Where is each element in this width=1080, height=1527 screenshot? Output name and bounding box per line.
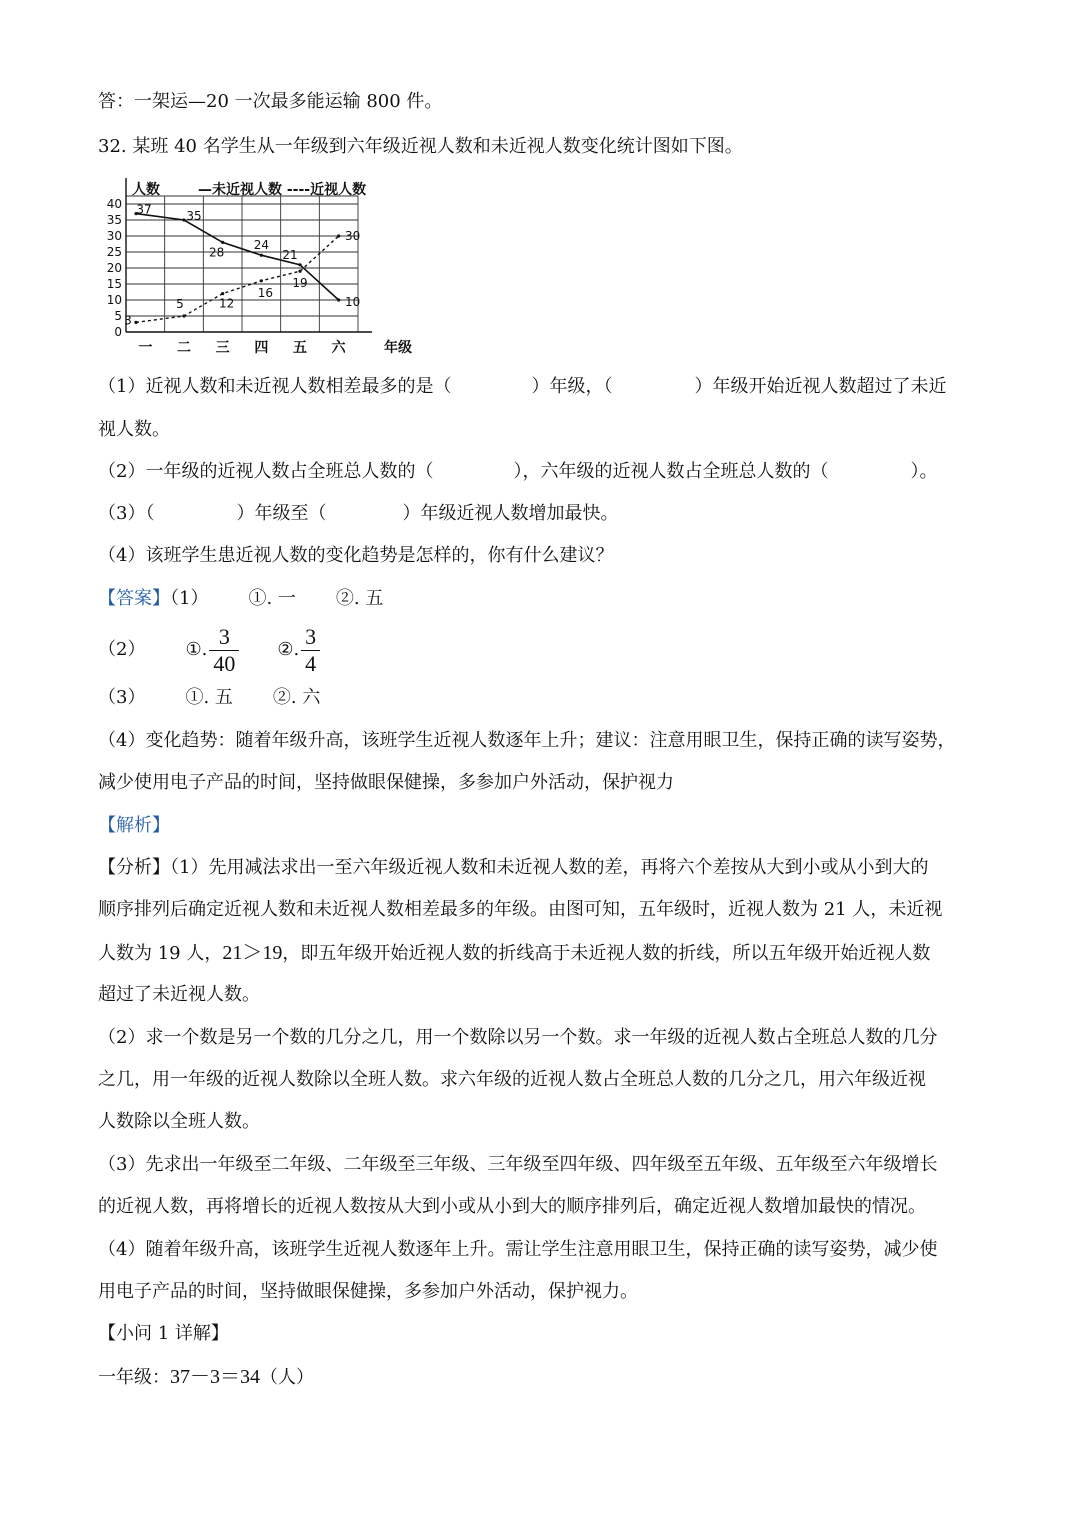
data-label-myopic: 12 <box>219 296 235 311</box>
fraction-3-40: $\frac{3}{40}$ <box>209 624 239 677</box>
point-myopic <box>221 292 224 295</box>
answer-4-line1: （4）变化趋势：随着年级升高，该班学生近视人数逐年上升；建议：注意用眼卫生，保持正确的读写姿势， <box>98 730 956 751</box>
y-tick-label: 20 <box>106 261 122 275</box>
analysis-p1-line1: 【分析】（1）先用减法求出一至六年级近视人数和未近视人数的差，再将六个差按从大到小或从小到大的 <box>98 857 929 878</box>
y-tick-label: 35 <box>106 213 122 227</box>
analysis-p2-line1: （2）求一个数是另一个数的几分之几，用一个数除以另一个数。求一年级的近视人数占全班总人数的几分 <box>98 1027 938 1048</box>
data-label-unmyopic: 10 <box>345 295 361 309</box>
answer-2: （2） ①. $\frac{3}{40}$ ②. $\frac{3}{4}$ <box>98 622 322 678</box>
y-tick-label: 25 <box>106 245 122 259</box>
x-tick-label: 五 <box>293 340 307 356</box>
analysis-p3-line1: （3）先求出一年级至二年级、二年级至三年级、三年级至四年级、四年级至五年级、五年级至六年级增长 <box>98 1154 938 1175</box>
data-label-unmyopic: 28 <box>209 245 225 260</box>
y-tick-label: 30 <box>106 229 122 243</box>
analysis-p4-line1: （4）随着年级升高，该班学生近视人数逐年上升。需让学生注意用眼卫生，保持正确的读写姿势，减少使 <box>98 1239 938 1260</box>
analysis-p4-line2: 用电子产品的时间，坚持做眼保健操，多参加户外活动，保护视力。 <box>98 1281 638 1302</box>
x-tick-label: 二 <box>177 340 191 356</box>
data-label-myopic: 5 <box>176 297 184 311</box>
answer-prev: 答：一架运—20 一次最多能运输 800 件。 <box>98 91 443 112</box>
point-myopic <box>134 321 137 324</box>
analysis-tag: 【解析】 <box>98 815 170 836</box>
q4-line: （4）该班学生患近视人数的变化趋势是怎样的，你有什么建议？ <box>98 545 614 566</box>
point-unmyopic <box>221 241 224 244</box>
point-myopic <box>298 270 301 273</box>
analysis-p1-line3: 人数为 19 人，21＞19，即五年级开始近视人数的折线高于未近视人数的折线，所以五年级开始近视人数 <box>98 942 931 964</box>
y-tick-label: 40 <box>106 197 122 211</box>
point-unmyopic <box>298 263 301 266</box>
data-label-unmyopic: 37 <box>136 202 152 217</box>
x-tick-label: 一 <box>138 340 153 356</box>
data-label-unmyopic: 35 <box>186 209 202 223</box>
sub-question-1-title: 【小问 1 详解】 <box>98 1323 229 1344</box>
line-chart <box>100 176 420 358</box>
data-label-myopic: 19 <box>292 276 308 291</box>
point-unmyopic <box>337 298 340 301</box>
calc-line: 一年级：37－3＝34（人） <box>98 1366 314 1388</box>
analysis-p1-line2: 顺序排列后确定近视人数和未近视人数相差最多的年级。由图可知，五年级时，近视人数为 21 人，未近视 <box>98 899 943 920</box>
fraction-3-4: $\frac{3}{4}$ <box>301 624 320 677</box>
point-unmyopic <box>260 254 263 257</box>
data-label-unmyopic: 24 <box>253 238 269 253</box>
x-axis-label: 年级 <box>384 340 412 356</box>
answer-4-line2: 减少使用电子产品的时间，坚持做眼保健操，多参加户外活动，保护视力 <box>98 772 674 793</box>
q3-line: （3）（ ）年级至（ ）年级近视人数增加最快。 <box>98 503 619 524</box>
y-tick-label: 0 <box>114 325 122 339</box>
question-32: 32. 某班 40 名学生从一年级到六年级近视人数和未近视人数变化统计图如下图。 <box>98 136 743 157</box>
point-unmyopic <box>182 218 185 221</box>
analysis-p3-line2: 的近视人数，再将增长的近视人数按从大到小或从小到大的顺序排列后，确定近视人数增加最快的情况。 <box>98 1196 926 1217</box>
series-line-unmyopic <box>136 214 339 300</box>
x-tick-label: 三 <box>215 340 230 356</box>
q1-line2: 视人数。 <box>98 419 170 440</box>
x-tick-label: 四 <box>254 340 269 356</box>
data-label-myopic: 30 <box>345 229 361 243</box>
point-myopic <box>337 234 340 237</box>
q2-line: （2）一年级的近视人数占全班总人数的（ ），六年级的近视人数占全班总人数的（ ）。 <box>98 461 938 482</box>
analysis-p2-line2: 之几，用一年级的近视人数除以全班人数。求六年级的近视人数占全班总人数的几分之几，用六年级近视 <box>98 1069 926 1090</box>
data-label-myopic: 16 <box>257 285 273 300</box>
series-line-myopic <box>136 236 339 322</box>
answer-3: （3） ①. 五 ②. 六 <box>98 687 321 708</box>
point-myopic <box>182 314 185 317</box>
point-myopic <box>260 279 263 282</box>
q1-line1: （1）近视人数和未近视人数相差最多的是（ ）年级，（ ）年级开始近视人数超过了未近 <box>98 376 947 397</box>
y-tick-label: 5 <box>114 309 122 323</box>
analysis-p2-line3: 人数除以全班人数。 <box>98 1111 260 1132</box>
y-tick-label: 15 <box>106 277 122 291</box>
y-tick-label: 10 <box>106 293 122 307</box>
data-label-myopic: 3 <box>124 313 132 328</box>
y-axis-label: 人数 <box>132 182 160 198</box>
x-tick-label: 六 <box>331 340 346 356</box>
data-label-unmyopic: 21 <box>282 247 298 262</box>
analysis-p1-line4: 超过了未近视人数。 <box>98 984 260 1005</box>
legend: —未近视人数 ----近视人数 <box>198 182 367 198</box>
answer-1: 【答案】（1） ①. 一 ②. 五 <box>98 588 384 609</box>
